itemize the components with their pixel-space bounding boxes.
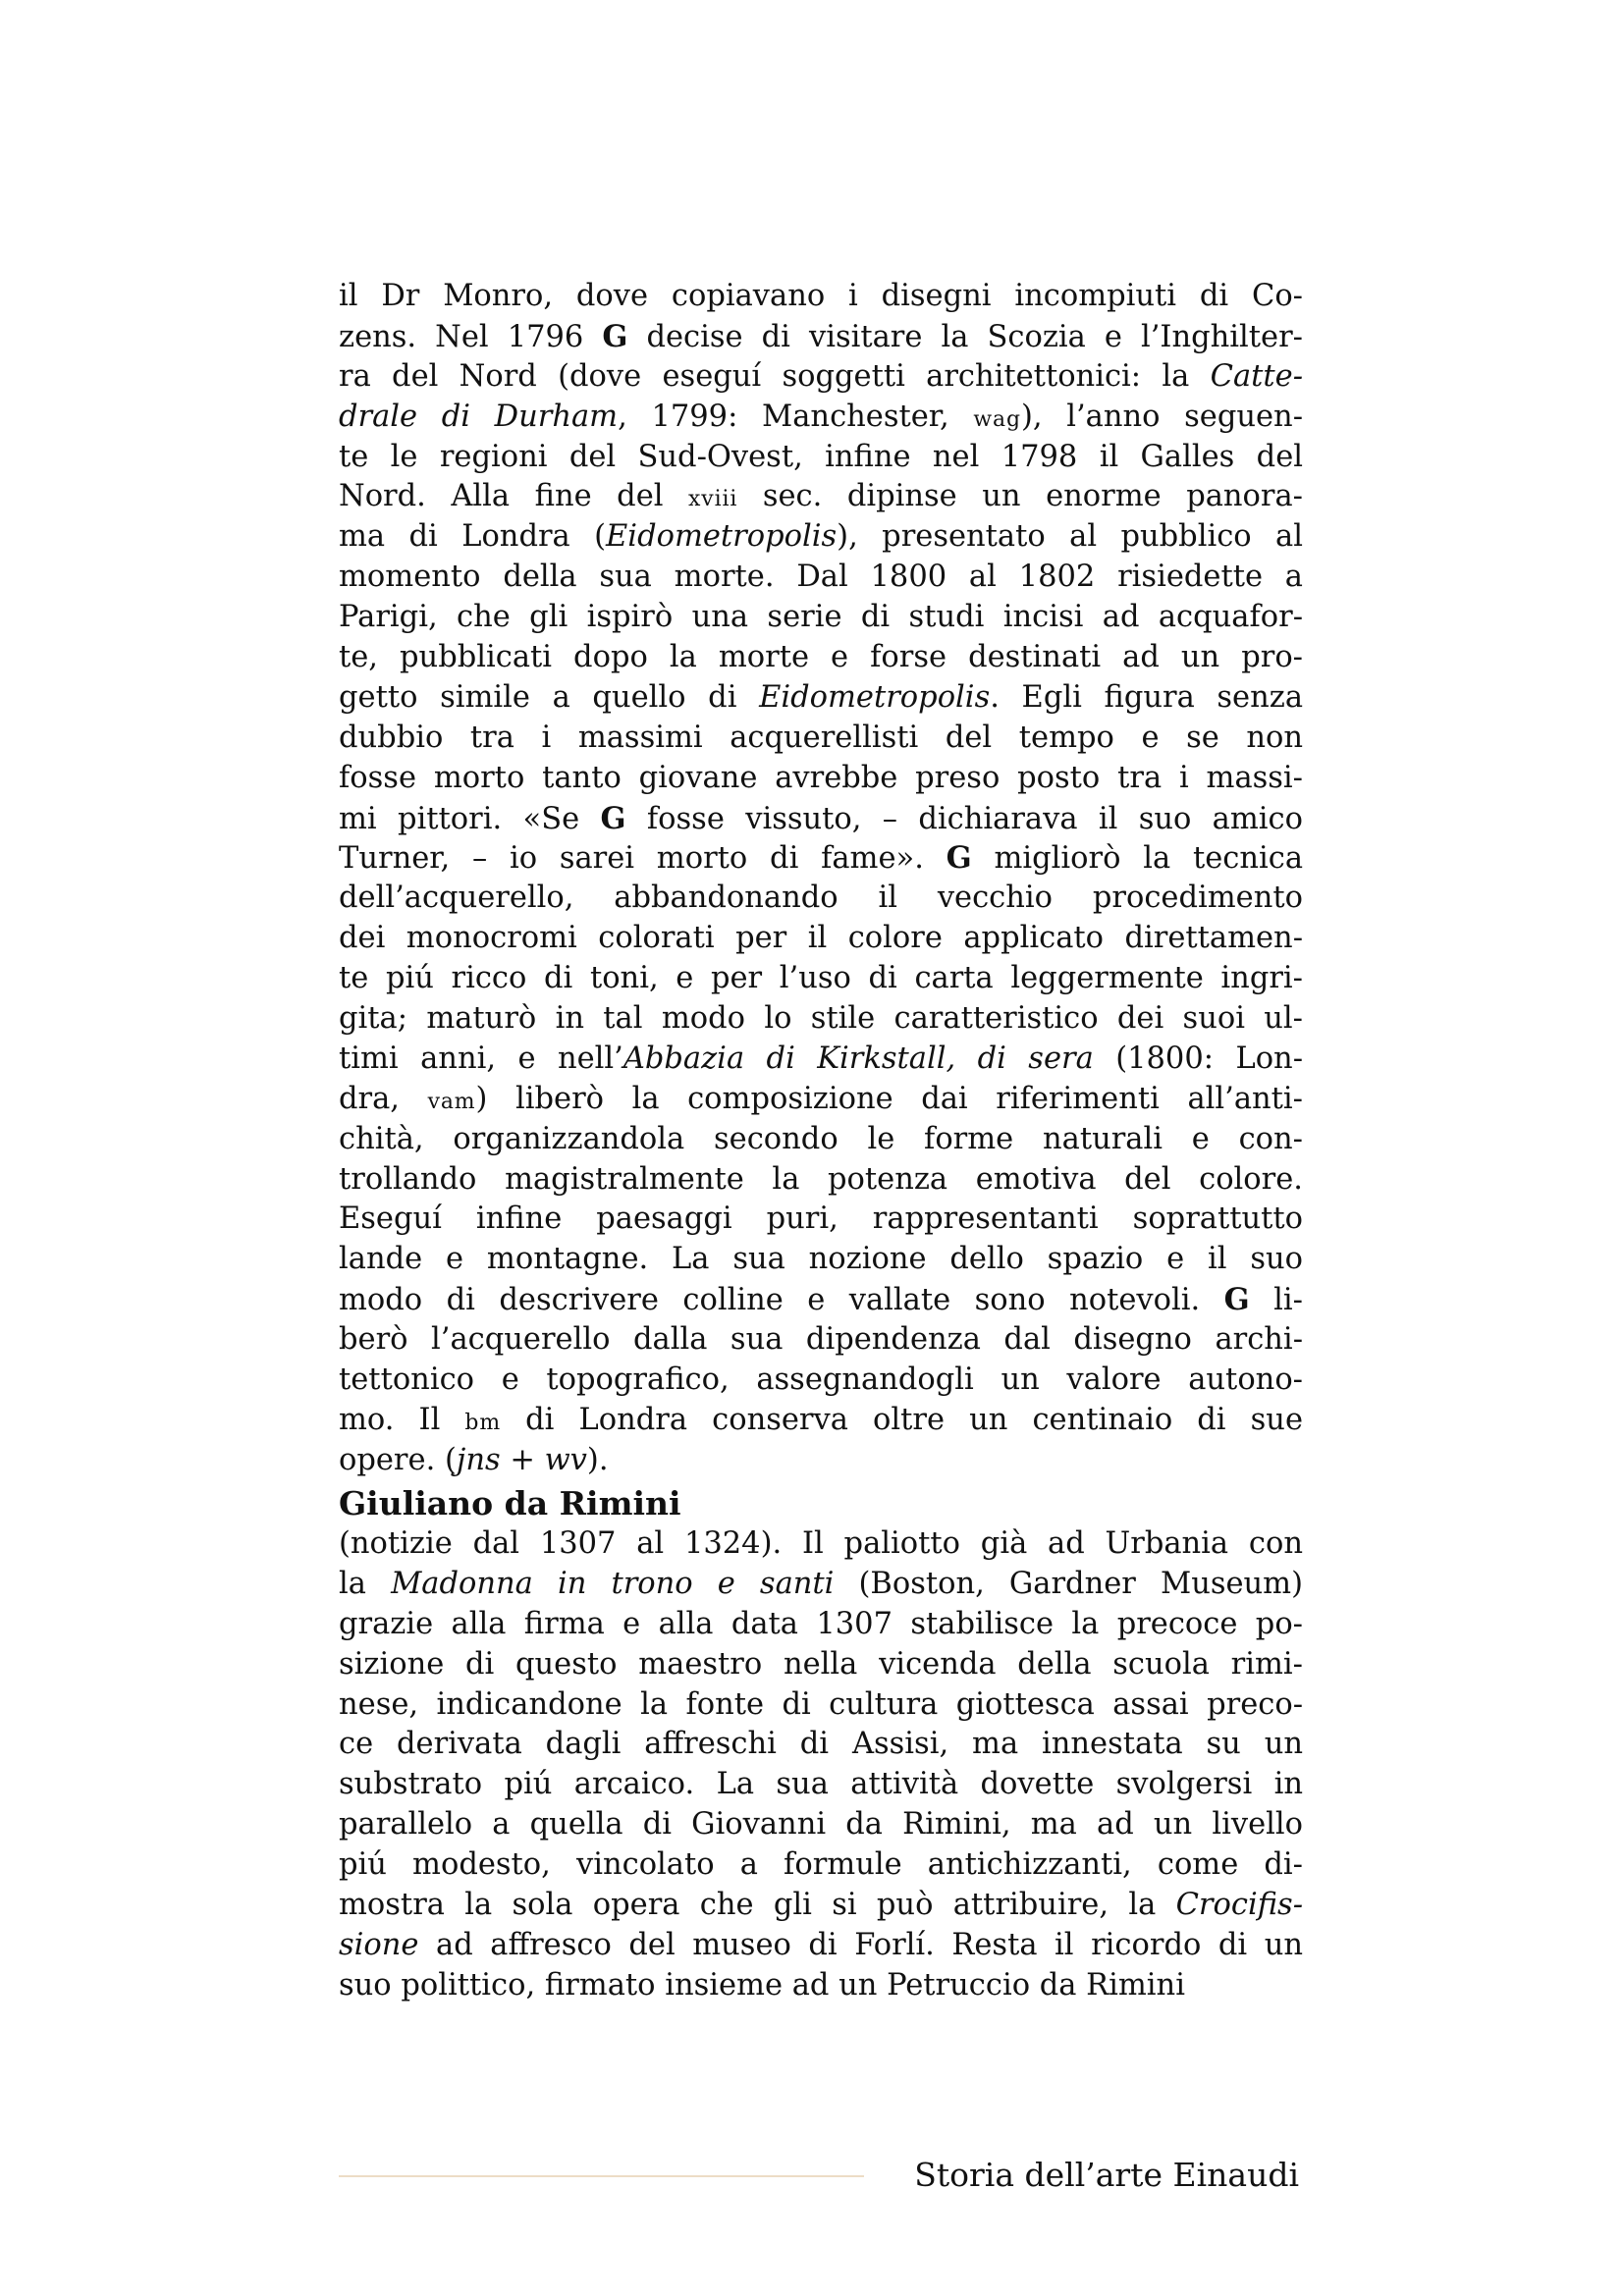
text-segment: chità, organizzandola secondo le forme naturali e con- (339, 1121, 1303, 1156)
text-line (339, 1645, 1303, 1685)
text-segment: il Dr Monro, dove copiavano i disegni incompiuti di Co- (339, 279, 1303, 313)
text-line (339, 1966, 1303, 2006)
text-line (339, 598, 1303, 638)
text-segment: ad affresco del museo di Forlí. Resta il ricordo di un (418, 1927, 1303, 1962)
text-line (339, 1805, 1303, 1845)
text-segment: suo polittico, firmato insieme ad un Petruccio da Rimini (339, 1967, 1185, 2002)
text-segment: piú modesto, vincolato a formule antichizzanti, come di- (339, 1847, 1303, 1883)
text-segment: drale di Durham (339, 399, 619, 434)
text-line (339, 999, 1303, 1040)
text-segment: mostra la sola opera che gli si può attribuire, la (339, 1888, 1176, 1923)
text-segment: Crocifis- (1175, 1888, 1303, 1923)
text-line (339, 1565, 1303, 1605)
text-segment: fosse morto tanto giovane avrebbe preso posto tra i massi- (339, 760, 1303, 795)
text-segment: Catte- (1210, 358, 1303, 394)
text-line (339, 477, 1303, 517)
text-line (339, 1280, 1303, 1320)
text-line (339, 719, 1303, 759)
text-segment: dei monocromi colorati per il colore applicato direttamen- (339, 921, 1303, 956)
text-segment: wag (973, 406, 1021, 432)
text-segment: ma di Londra ( (339, 519, 607, 555)
text-segment: Abbazia di Kirkstall, di sera (622, 1041, 1094, 1076)
text-segment: sione (339, 1927, 419, 1962)
text-segment: timi anni, e nell’ (339, 1041, 623, 1076)
text-segment: te piú ricco di toni, e per l’uso di carta leggermente ingri- (339, 961, 1303, 996)
text-segment: (Boston, Gardner Museum) (834, 1566, 1303, 1601)
text-line (339, 838, 1303, 879)
text-segment: G (1223, 1282, 1250, 1318)
text-line (339, 799, 1303, 839)
text-line (339, 1441, 1303, 1481)
text-line (339, 1725, 1303, 1765)
text-segment: G (602, 318, 628, 354)
text-segment: getto simile a quello di (339, 679, 760, 715)
text-segment: . Egli figura senza (990, 679, 1303, 715)
text-line (339, 277, 1303, 317)
text-segment: la (339, 1566, 392, 1601)
text-line (339, 317, 1303, 357)
text-line (339, 638, 1303, 678)
entry-text-giuliano (339, 1524, 1303, 2006)
text-line (339, 438, 1303, 478)
text-line (339, 879, 1303, 919)
text-segment: lande e montagne. La sua nozione dello spazio e il suo (339, 1242, 1303, 1277)
text-segment: jns (456, 1442, 501, 1477)
text-segment: gita; maturò in tal modo lo stile caratteristico dei suoi ul- (339, 1001, 1303, 1037)
text-line (339, 1080, 1303, 1120)
text-line (339, 517, 1303, 558)
text-line (339, 398, 1303, 438)
text-segment: (notizie dal 1307 al 1324). Il paliotto già ad Urbania con (339, 1526, 1303, 1561)
text-line (339, 1845, 1303, 1886)
text-line (339, 1320, 1303, 1361)
text-segment: Eidometropolis (759, 679, 991, 715)
text-line (339, 678, 1303, 719)
text-line (339, 1524, 1303, 1565)
text-segment: grazie alla firma e alla data 1307 stabilisce la precoce po- (339, 1606, 1303, 1641)
text-segment: G (600, 800, 626, 836)
text-segment: dra, (339, 1081, 428, 1116)
text-segment: modo di descrivere colline e vallate sono notevoli. (339, 1283, 1224, 1318)
text-segment: li- (1249, 1283, 1303, 1318)
text-segment: ) liberò la composizione dai riferimenti all’anti- (475, 1081, 1303, 1116)
text-segment: + (500, 1442, 545, 1477)
text-segment: te le regioni del Sud-Ovest, infine nel 1798 il Galles del (339, 439, 1303, 474)
text-segment: Madonna in trono e santi (391, 1566, 835, 1601)
footer-rule (339, 2175, 864, 2177)
text-segment: mi pittori. «Se (339, 801, 601, 836)
text-segment: ), presentato al pubblico al (837, 519, 1303, 555)
text-segment: ra del Nord (dove eseguí soggetti architettonici: la (339, 358, 1211, 394)
text-line (339, 959, 1303, 999)
text-line (339, 1926, 1303, 1966)
text-segment: bm (464, 1410, 502, 1435)
text-segment: sec. dipinse un enorme panora- (737, 479, 1303, 514)
footer-title: Storia dell’arte Einaudi (914, 2156, 1299, 2194)
text-line (339, 1401, 1303, 1441)
text-segment: mo. Il (339, 1402, 465, 1437)
text-segment: opere. ( (339, 1442, 457, 1477)
text-segment: Eidometropolis (606, 519, 838, 555)
text-segment: berò l’acquerello dalla sua dipendenza dal disegno archi- (339, 1322, 1303, 1358)
text-line (339, 1605, 1303, 1645)
text-segment: migliorò la tecnica (971, 841, 1304, 877)
text-segment: dell’acquerello, abbandonando il vecchio procedimento (339, 881, 1303, 916)
text-segment: substrato piú arcaico. La sua attività dovette svolgersi in (339, 1767, 1303, 1802)
text-line (339, 1765, 1303, 1805)
text-segment: Eseguí infine paesaggi puri, rappresentanti soprattutto (339, 1201, 1303, 1237)
text-line (339, 919, 1303, 959)
entry-text-continued (339, 277, 1303, 1481)
text-segment: trollando magistralmente la potenza emotiva del colore. (339, 1161, 1303, 1197)
text-segment: , 1799: Manchester, (618, 399, 974, 434)
text-segment: tettonico e topografico, assegnandogli un valore autono- (339, 1362, 1303, 1398)
text-segment: Turner, – io sarei morto di fame». (339, 841, 947, 877)
text-line (339, 759, 1303, 799)
text-line (339, 357, 1303, 398)
text-segment: fosse vissuto, – dichiarava il suo amico (625, 801, 1303, 836)
text-segment: nese, indicandone la fonte di cultura giottesca assai preco- (339, 1686, 1303, 1722)
text-segment: vam (427, 1089, 476, 1114)
text-segment: dubbio tra i massimi acquerellisti del tempo e se non (339, 720, 1303, 755)
text-segment: parallelo a quella di Giovanni da Rimini, ma ad un livello (339, 1807, 1303, 1842)
text-segment: te, pubblicati dopo la morte e forse destinati ad un pro- (339, 640, 1303, 675)
text-line (339, 1200, 1303, 1240)
text-segment: ), l’anno seguen- (1020, 399, 1304, 434)
text-segment: ce derivata dagli affreschi di Assisi, ma innestata su un (339, 1727, 1303, 1762)
text-line (339, 1160, 1303, 1201)
text-segment: zens. Nel 1796 (339, 319, 603, 354)
text-segment: (1800: Lon- (1093, 1041, 1304, 1076)
text-line (339, 1120, 1303, 1160)
text-line (339, 1040, 1303, 1080)
text-segment: G (946, 840, 972, 877)
text-segment: ). (586, 1442, 609, 1477)
text-segment: Parigi, che gli ispirò una serie di studi incisi ad acquafor- (339, 600, 1303, 635)
text-line (339, 558, 1303, 598)
text-segment: sizione di questo maestro nella vicenda della scuola rimi- (339, 1646, 1303, 1682)
text-segment: Nord. Alla fine del (339, 479, 689, 514)
text-segment: decise di visitare la Scozia e l’Inghilter- (627, 319, 1303, 354)
text-segment: xviii (688, 487, 738, 512)
text-line (339, 1685, 1303, 1726)
text-line (339, 1886, 1303, 1926)
text-segment: di Londra conserva oltre un centinaio di sue (501, 1402, 1303, 1437)
text-segment: wv (544, 1442, 587, 1477)
entry-heading: Giuliano da Rimini (339, 1484, 681, 1522)
text-line (339, 1361, 1303, 1401)
text-line (339, 1240, 1303, 1280)
text-segment: momento della sua morte. Dal 1800 al 1802 risiedette a (339, 560, 1303, 595)
